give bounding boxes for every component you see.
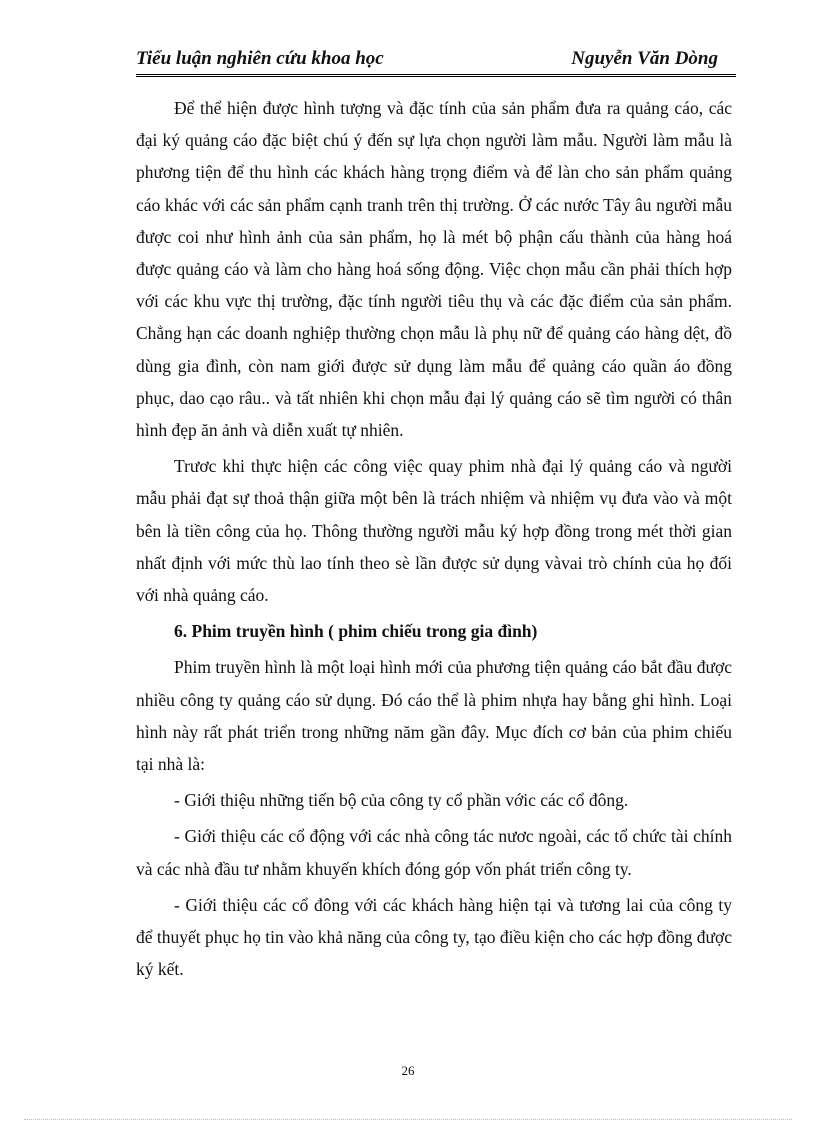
page-number: 26: [401, 1063, 415, 1078]
list-item: - Giới thiệu các cổ động với các nhà công tác nươc ngoài, các tổ chức tài chính và các nhà đầu tư nhằm khuyến khích đóng góp vốn phát triển công ty.: [136, 826, 732, 879]
header-title: Tiểu luận nghiên cứu khoa học: [136, 48, 384, 69]
page-bottom-divider: [24, 1119, 792, 1120]
section-heading: 6. Phim truyền hình ( phim chiếu trong gia đình): [174, 621, 538, 642]
list-item: - Giới thiệu các cổ đông với các khách hàng hiện tại và tương lai của công ty để thuyết phục họ tin vào khả năng của công ty, tạo điều kiện cho các hợp đồng được ký kết.: [136, 894, 732, 980]
list-item: - Giới thiệu những tiến bộ của công ty cổ phần vớic các cổ đông.: [174, 790, 629, 811]
page-header: [136, 48, 736, 77]
paragraph: Phim truyền hình là một loại hình mới của phương tiện quảng cáo bắt đầu được nhiều công ty quảng cáo sử dụng. Đó cáo thể là phim nhựa hay bằng ghi hình. Loại hình này rất phát triển trong những năm gần đây. Mục đích cơ bản của phim chiếu tại nhà là:: [136, 657, 732, 775]
header-author: Nguyễn Văn Dòng: [571, 48, 718, 69]
body-text: [136, 92, 732, 989]
paragraph: Trươc khi thực hiện các công việc quay phim nhà đại lý quảng cáo và người mẫu phải đạt sự thoả thận giữa một bên là trách nhiệm và nhiệm vụ đưa vào và một bên là tiền công của họ. Thông thường người mẫu ký hợp đồng trong mét thời gian nhất định với mức thù lao tính theo sè lần được sử dụng vàvai trò chính của họ đối với nhà quảng cáo.: [136, 456, 732, 606]
paragraph: Để thể hiện được hình tượng và đặc tính của sản phẩm đưa ra quảng cáo, các đại ký quảng cáo đặc biệt chú ý đến sự lựa chọn người làm mẫu. Người làm mẫu là phương tiện để thu hình các khách hàng trọng điểm và để làn cho sản phẩm quảng cáo khác với các sản phẩm cạnh tranh trên thị trường. Ở các nước Tây âu người mẫu được coi như hình ảnh của sản phẩm, họ là mét bộ phận cấu thành của hàng hoá được quảng cáo và làm cho hàng hoá sống động. Việc chọn mẫu cần phải thích hợp với các khu vực thị trường, đặc tính người tiêu thụ và các đặc điểm của sản phẩm. Chẳng hạn các doanh nghiệp thường chọn mẫu là phụ nữ để quảng cáo hàng dệt, đồ dùng gia đình, còn nam giới được sử dụng làm mẫu để quảng cáo quần áo đồng phục, dao cạo râu.. và tất nhiên khi chọn mẫu đại lý quảng cáo sẽ tìm người có thân hình đẹp ăn ảnh và diễn xuất tự nhiên.: [136, 98, 732, 441]
